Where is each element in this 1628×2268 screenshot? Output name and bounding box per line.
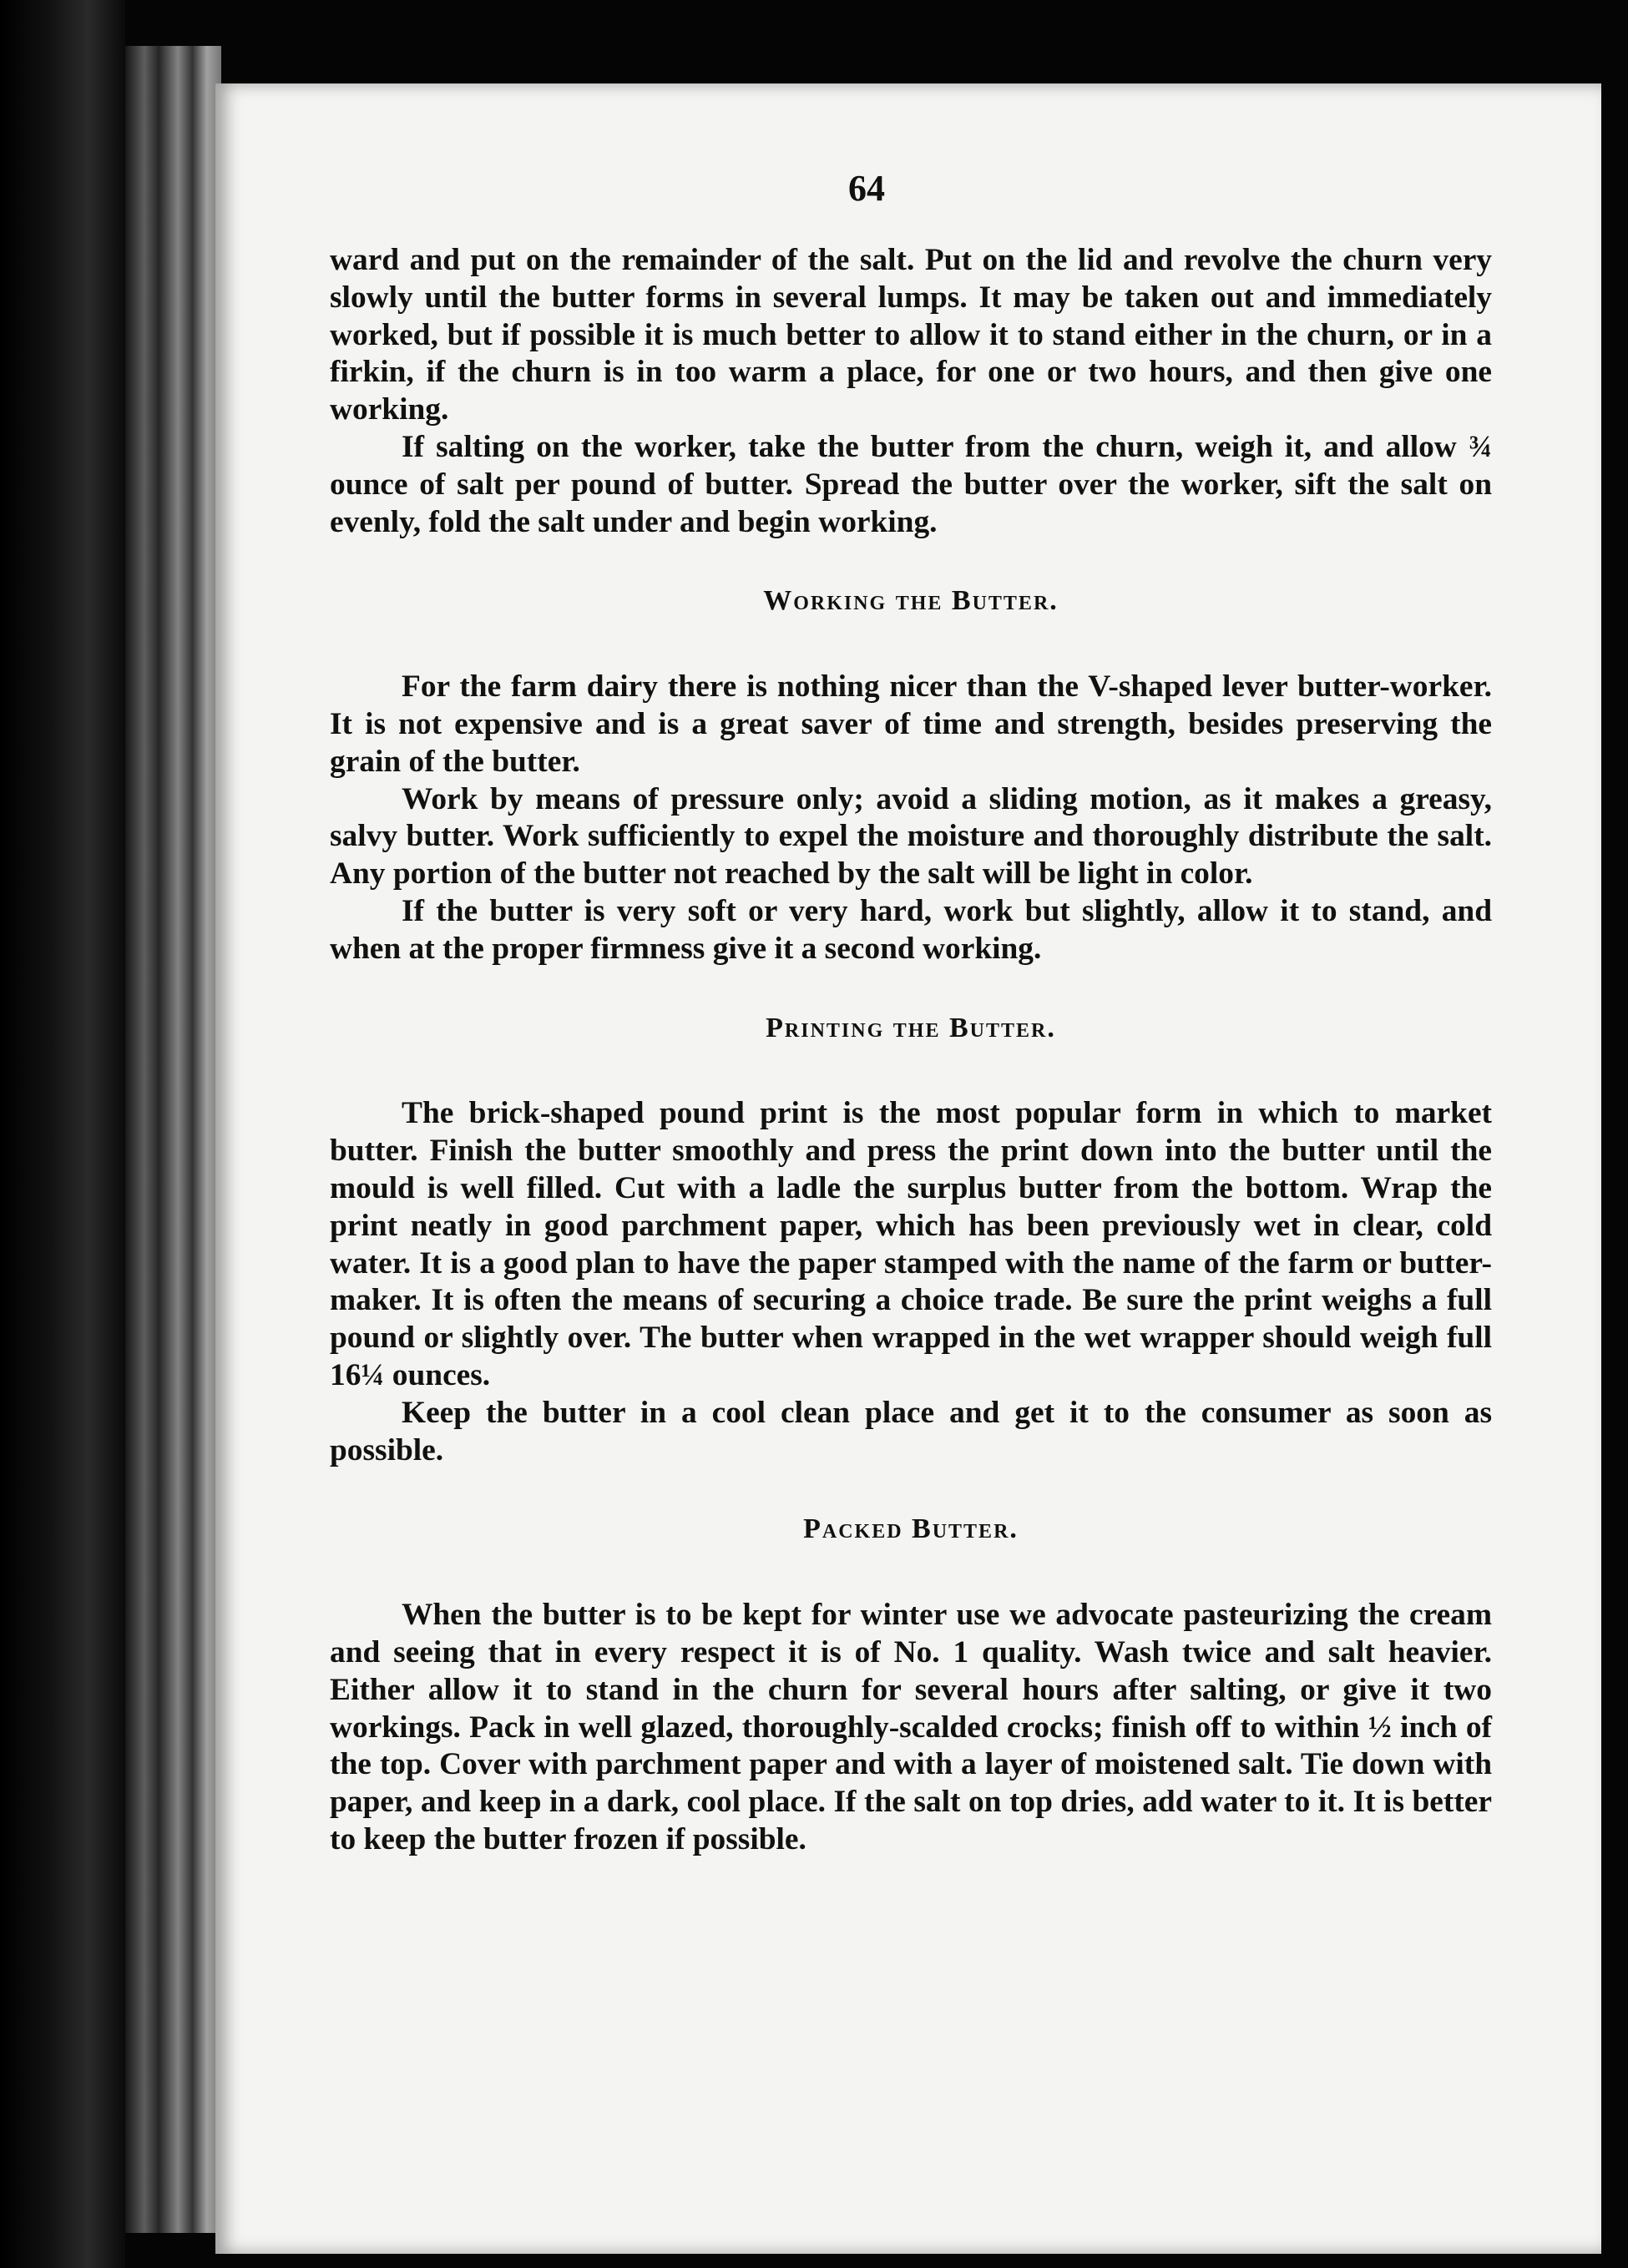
paragraph: If salting on the worker, take the butter from the churn, weigh it, and allow ¾ ounce of salt per pound of butter. Spread the butter over the worker, sift the salt on evenly, fold the salt under and begin working. — [330, 429, 1492, 539]
book-spine — [0, 0, 125, 2268]
paragraph: If the butter is very soft or very hard, work but slightly, allow it to stand, and when at the proper firmness give it a second working. — [330, 893, 1492, 966]
section-heading: Packed Butter. — [803, 1513, 1019, 1545]
paragraph: Keep the butter in a cool clean place and get it to the consumer as soon as possible. — [330, 1395, 1492, 1467]
page-edges — [125, 46, 221, 2233]
book-page — [215, 83, 1601, 2254]
page-number: 64 — [848, 168, 885, 209]
section-heading: Printing the Butter. — [766, 1012, 1056, 1043]
page-text — [330, 242, 1492, 1859]
section-heading: Working the Butter. — [763, 585, 1059, 617]
paragraph: The brick-shaped pound print is the most popular form in which to market butter. Finish the butter smoothly and press the print down into the butter until the mould is well filled. Cut with a ladle the surplus butter from the bottom. Wrap the print neatly in good parchment paper, which has been previously wet in clear, cold water. It is a good plan to have the paper stamped with the name of the farm or butter-maker. It is often the means of securing a choice trade. Be sure the print weighs a full pound or slightly over. The butter when wrapped in the wet wrapper should weigh full 16¼ ounces. — [330, 1096, 1492, 1392]
paragraph: ward and put on the remainder of the salt. Put on the lid and revolve the churn very slowly until the butter forms in several lumps. It may be taken out and immediately worked, but if possible it is much better to allow it to stand either in the churn, or in a firkin, if the churn is in too warm a place, for one or two hours, and then give one working. — [330, 243, 1492, 427]
paragraph: Work by means of pressure only; avoid a sliding motion, as it makes a greasy, salvy butter. Work sufficiently to expel the moisture and thoroughly distribute the salt. Any portion of the butter not reached by the salt will be light in color. — [330, 781, 1492, 892]
paragraph: For the farm dairy there is nothing nicer than the V-shaped lever butter-worker. It is not expensive and is a great saver of time and strength, besides preserving the grain of the butter. — [330, 669, 1492, 779]
paragraph: When the butter is to be kept for winter use we advocate pasteurizing the cream and seeing that in every respect it is of No. 1 quality. Wash twice and salt heavier. Either allow it to stand in the churn for several hours after salting, or give it two workings. Pack in well glazed, thoroughly-scalded crocks; finish off to within ½ inch of the top. Cover with parchment paper and with a layer of moistened salt. Tie down with paper, and keep in a dark, cool place. If the salt on top dries, add water to it. It is better to keep the butter frozen if possible. — [330, 1598, 1492, 1856]
